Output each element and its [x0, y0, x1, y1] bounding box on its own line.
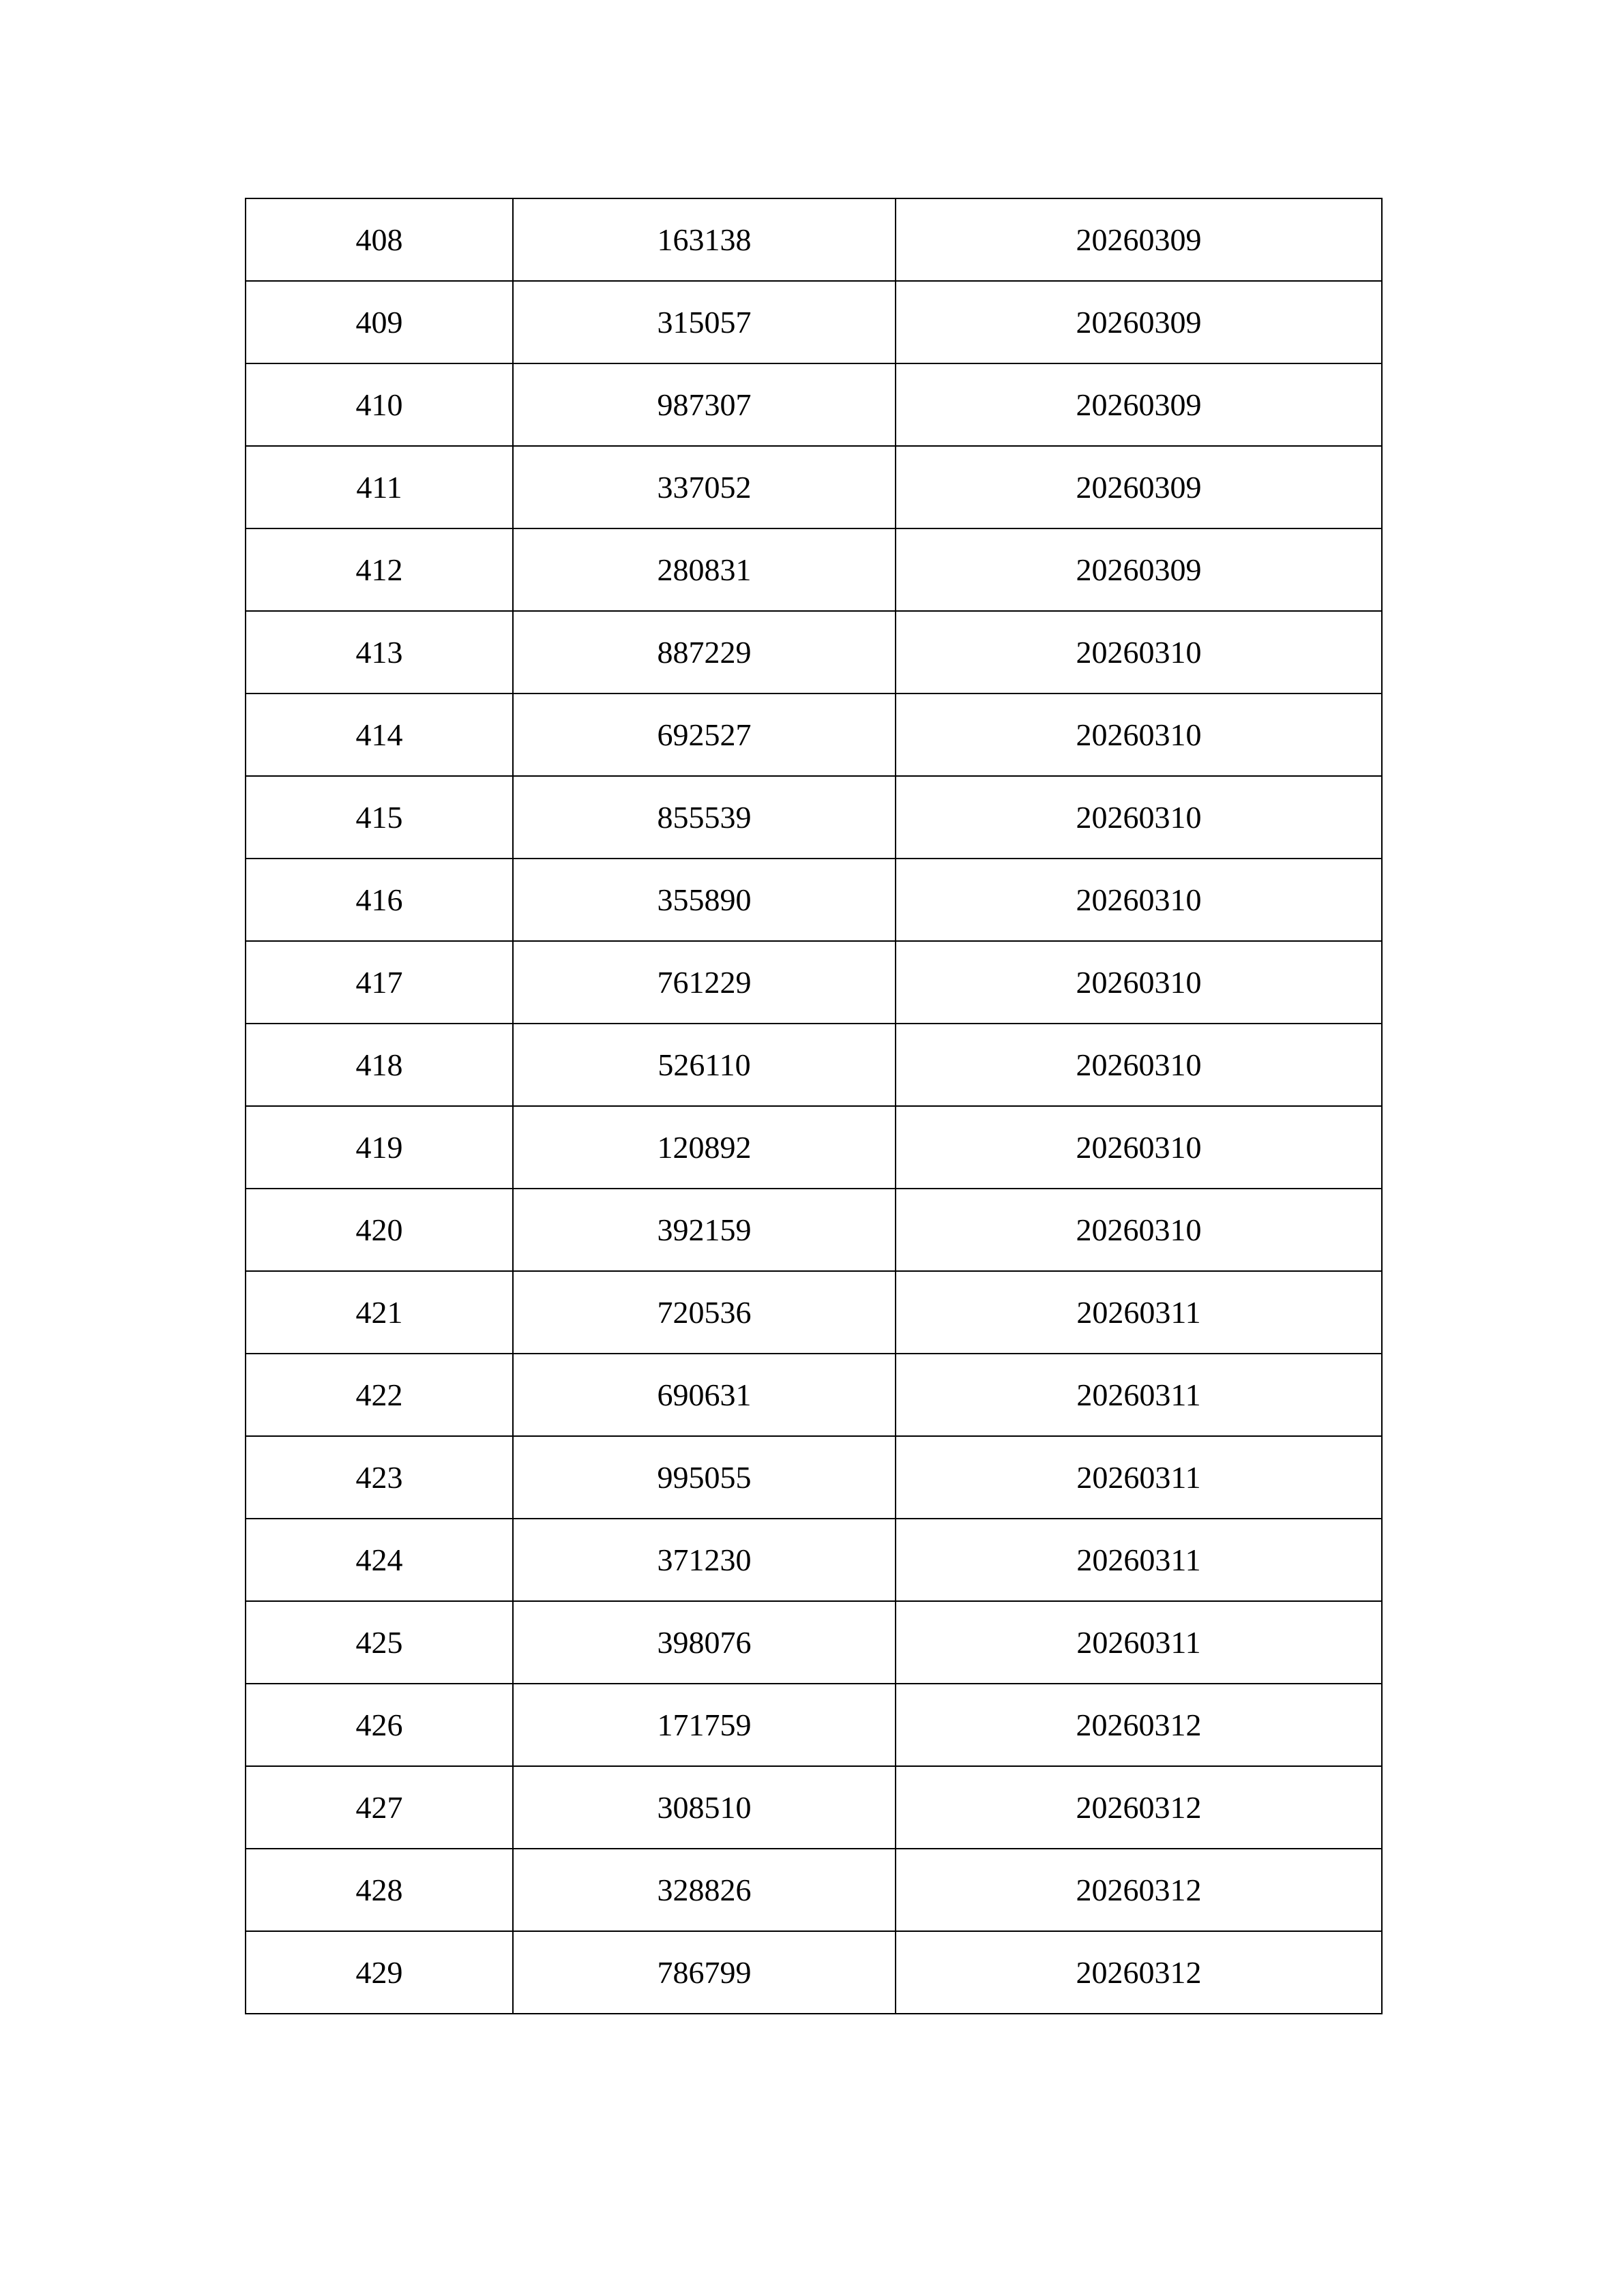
- row-code-cell: 315057: [513, 281, 896, 363]
- row-date-cell: 20260312: [896, 1684, 1382, 1766]
- row-code-cell: 761229: [513, 941, 896, 1024]
- row-index-cell: 425: [246, 1601, 513, 1684]
- table-row: [246, 1271, 1382, 1354]
- row-index-cell: 427: [246, 1766, 513, 1849]
- row-code-cell: 120892: [513, 1106, 896, 1189]
- row-code-cell: 690631: [513, 1354, 896, 1436]
- row-date-cell: 20260311: [896, 1601, 1382, 1684]
- row-index-cell: 428: [246, 1849, 513, 1931]
- row-date-cell: 20260310: [896, 776, 1382, 859]
- row-date-cell: 20260309: [896, 363, 1382, 446]
- table-row: [246, 776, 1382, 859]
- row-index-cell: 417: [246, 941, 513, 1024]
- table-row: [246, 1354, 1382, 1436]
- row-code-cell: 280831: [513, 528, 896, 611]
- row-code-cell: 392159: [513, 1189, 896, 1271]
- table-row: [246, 1024, 1382, 1106]
- row-code-cell: 337052: [513, 446, 896, 528]
- table-row: [246, 528, 1382, 611]
- table-row: [246, 198, 1382, 281]
- row-date-cell: 20260310: [896, 941, 1382, 1024]
- row-code-cell: 355890: [513, 859, 896, 941]
- table-row: [246, 1766, 1382, 1849]
- row-index-cell: 415: [246, 776, 513, 859]
- table-row: [246, 1189, 1382, 1271]
- table-row: [246, 1519, 1382, 1601]
- row-code-cell: 398076: [513, 1601, 896, 1684]
- row-date-cell: 20260312: [896, 1766, 1382, 1849]
- row-index-cell: 423: [246, 1436, 513, 1519]
- row-index-cell: 424: [246, 1519, 513, 1601]
- row-date-cell: 20260310: [896, 611, 1382, 694]
- table-row: [246, 1849, 1382, 1931]
- row-code-cell: 887229: [513, 611, 896, 694]
- row-date-cell: 20260310: [896, 1106, 1382, 1189]
- row-date-cell: 20260311: [896, 1436, 1382, 1519]
- row-index-cell: 420: [246, 1189, 513, 1271]
- row-date-cell: 20260309: [896, 446, 1382, 528]
- table-row: [246, 1106, 1382, 1189]
- table-row: [246, 611, 1382, 694]
- table-row: [246, 694, 1382, 776]
- row-index-cell: 421: [246, 1271, 513, 1354]
- table-row: [246, 363, 1382, 446]
- row-index-cell: 413: [246, 611, 513, 694]
- row-code-cell: 786799: [513, 1931, 896, 2014]
- row-date-cell: 20260310: [896, 1189, 1382, 1271]
- table-body: [246, 198, 1382, 2014]
- row-index-cell: 409: [246, 281, 513, 363]
- row-code-cell: 163138: [513, 198, 896, 281]
- row-date-cell: 20260310: [896, 1024, 1382, 1106]
- table-row: [246, 1931, 1382, 2014]
- row-date-cell: 20260309: [896, 528, 1382, 611]
- row-index-cell: 429: [246, 1931, 513, 2014]
- row-index-cell: 426: [246, 1684, 513, 1766]
- table-row: [246, 446, 1382, 528]
- row-index-cell: 408: [246, 198, 513, 281]
- row-date-cell: 20260309: [896, 198, 1382, 281]
- row-code-cell: 987307: [513, 363, 896, 446]
- row-index-cell: 418: [246, 1024, 513, 1106]
- row-date-cell: 20260310: [896, 694, 1382, 776]
- table-row: [246, 281, 1382, 363]
- row-index-cell: 416: [246, 859, 513, 941]
- row-date-cell: 20260310: [896, 859, 1382, 941]
- row-date-cell: 20260311: [896, 1354, 1382, 1436]
- row-code-cell: 692527: [513, 694, 896, 776]
- data-table: [245, 198, 1383, 2014]
- table-row: [246, 859, 1382, 941]
- row-index-cell: 411: [246, 446, 513, 528]
- row-code-cell: 308510: [513, 1766, 896, 1849]
- row-code-cell: 855539: [513, 776, 896, 859]
- row-index-cell: 419: [246, 1106, 513, 1189]
- row-code-cell: 171759: [513, 1684, 896, 1766]
- row-index-cell: 410: [246, 363, 513, 446]
- row-index-cell: 422: [246, 1354, 513, 1436]
- table-row: [246, 941, 1382, 1024]
- table-row: [246, 1436, 1382, 1519]
- row-date-cell: 20260311: [896, 1271, 1382, 1354]
- row-code-cell: 371230: [513, 1519, 896, 1601]
- row-date-cell: 20260311: [896, 1519, 1382, 1601]
- row-index-cell: 412: [246, 528, 513, 611]
- row-date-cell: 20260312: [896, 1849, 1382, 1931]
- row-code-cell: 526110: [513, 1024, 896, 1106]
- row-code-cell: 995055: [513, 1436, 896, 1519]
- row-index-cell: 414: [246, 694, 513, 776]
- row-code-cell: 720536: [513, 1271, 896, 1354]
- row-date-cell: 20260312: [896, 1931, 1382, 2014]
- table-row: [246, 1684, 1382, 1766]
- row-date-cell: 20260309: [896, 281, 1382, 363]
- row-code-cell: 328826: [513, 1849, 896, 1931]
- table-row: [246, 1601, 1382, 1684]
